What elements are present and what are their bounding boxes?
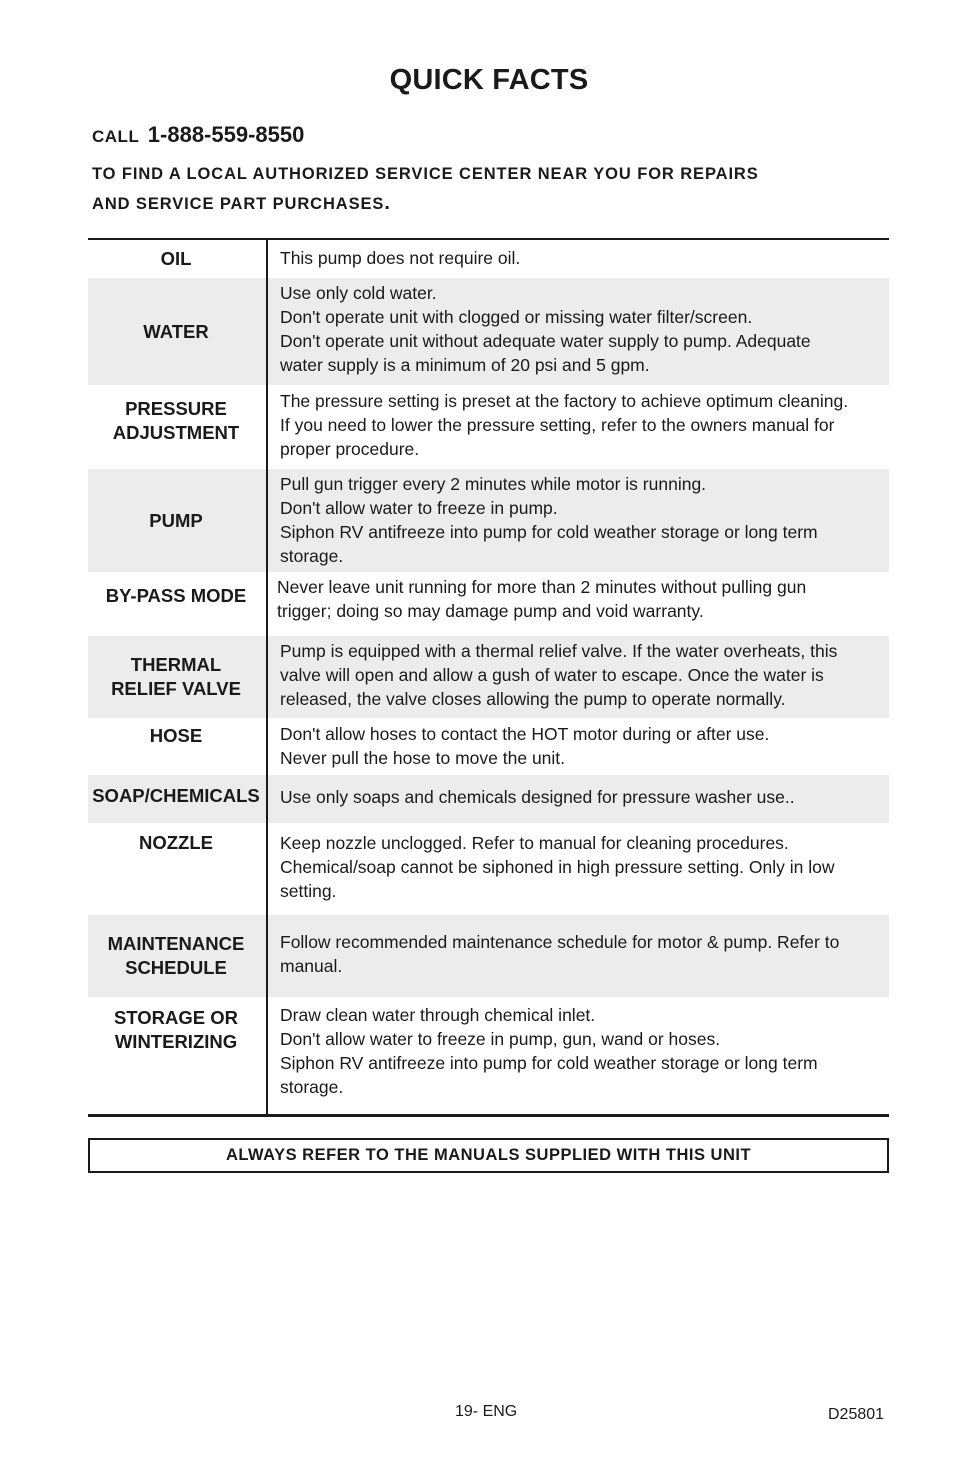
table-row-thermal-relief-valve — [88, 636, 889, 718]
table-row-storage-or-winterizing — [88, 997, 889, 1114]
row-label: WATER — [88, 278, 268, 385]
row-label: HOSE — [88, 718, 268, 775]
table-row-oil — [88, 240, 889, 278]
row-label: BY-PASS MODE — [88, 572, 268, 636]
document-code: D25801 — [828, 1406, 885, 1423]
row-description: Use only cold water. Don't operate unit with clogged or missing water filter/screen. Don't operate unit without adequate water supply to pump. Adequate water supply is a minimum of 20 psi and 5 gpm. — [268, 278, 889, 385]
row-description: Don't allow hoses to contact the HOT motor during or after use. Never pull the hose to move the unit. — [280, 724, 770, 768]
table-row-maintenance-schedule — [88, 915, 889, 997]
service-center-notice — [92, 160, 852, 219]
row-description: Draw clean water through chemical inlet. Don't allow water to freeze in pump, gun, wand or hoses. Siphon RV antifreeze into pump for cold weather storage or long term storage. — [280, 1005, 818, 1097]
table-row-hose — [88, 718, 889, 775]
table-row-by-pass-mode — [88, 572, 889, 636]
row-label: SOAP/CHEMICALS — [88, 775, 268, 823]
row-label: NOZZLE — [88, 823, 268, 915]
row-description: Keep nozzle unclogged. Refer to manual for cleaning procedures. Chemical/soap cannot be siphoned in high pressure setting. Only in low setting. — [280, 833, 835, 901]
intro-line-2: AND SERVICE PART PURCHASES — [92, 195, 385, 213]
row-label: STORAGE OR WINTERIZING — [88, 997, 268, 1114]
phone-number: 1-888-559-8550 — [147, 122, 305, 147]
table-row-pressure-adjustment — [88, 385, 889, 469]
quick-facts-table — [88, 238, 889, 1117]
page-number: 19- ENG — [455, 1403, 518, 1420]
row-description: Use only soaps and chemicals designed for pressure washer use.. — [268, 775, 889, 823]
manuals-notice-box: ALWAYS REFER TO THE MANUALS SUPPLIED WITH THIS UNIT — [88, 1138, 889, 1173]
table-row-soap-chemicals — [88, 775, 889, 823]
intro-line-1: TO FIND A LOCAL AUTHORIZED SERVICE CENTER NEAR YOU FOR REPAIRS — [92, 165, 759, 183]
row-description: This pump does not require oil. — [280, 248, 521, 268]
row-label: OIL — [88, 240, 268, 278]
intro-period: . — [384, 192, 391, 214]
table-row-nozzle — [88, 823, 889, 915]
row-label: MAINTENANCE SCHEDULE — [88, 915, 268, 997]
call-line — [92, 122, 304, 148]
row-description: The pressure setting is preset at the factory to achieve optimum cleaning. If you need to lower the pressure setting, refer to the owners manual for proper procedure. — [280, 391, 849, 459]
row-description: Never leave unit running for more than 2 minutes without pulling gun trigger; doing so may damage pump and void warranty. — [277, 577, 807, 621]
page-title: QUICK FACTS — [389, 64, 589, 96]
row-label: PUMP — [88, 469, 268, 572]
row-description: Follow recommended maintenance schedule for motor & pump. Refer to manual. — [268, 915, 889, 997]
table-row-water — [88, 278, 889, 385]
table-row-pump — [88, 469, 889, 572]
call-label: CALL — [92, 127, 140, 146]
row-label: PRESSURE ADJUSTMENT — [88, 385, 268, 469]
row-description: Pull gun trigger every 2 minutes while motor is running. Don't allow water to freeze in pump. Siphon RV antifreeze into pump for cold weather storage or long term storage. — [268, 469, 889, 572]
row-label: THERMAL RELIEF VALVE — [88, 636, 268, 718]
row-description: Pump is equipped with a thermal relief valve. If the water overheats, this valve will open and allow a gush of water to escape. Once the water is released, the valve closes allowing the pump to operate normally. — [268, 636, 889, 718]
